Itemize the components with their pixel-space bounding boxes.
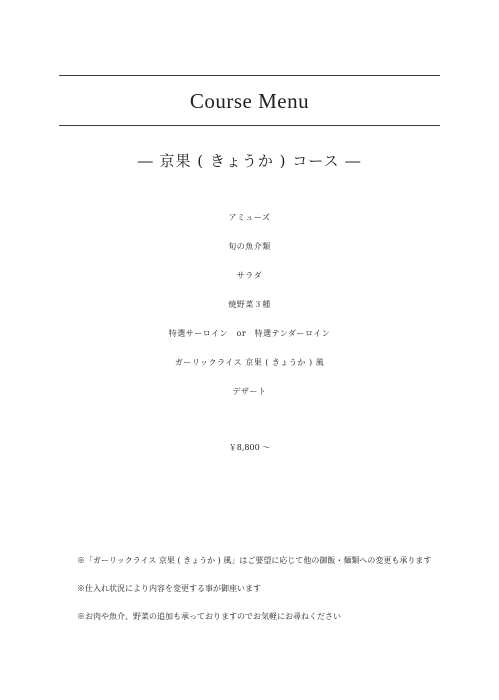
menu-item-salad: サラダ bbox=[236, 271, 263, 280]
menu-item-garlic-rice: ガーリックライス 京果 ( きょうか ) 風 bbox=[174, 358, 325, 367]
title-divider bbox=[59, 125, 440, 126]
notes-list bbox=[77, 553, 477, 637]
note-rice-substitution: ※「ガーリックライス 京果 ( きょうか ) 風」はご要望に応じて他の御飯・麺類への変更も承ります bbox=[77, 556, 432, 565]
note-additional-orders: ※お肉や魚介、野菜の追加も承っておりますのでお気軽にお尋ねください bbox=[77, 612, 341, 621]
menu-item-steak: 特選サーロイン or 特選テンダーロイン bbox=[168, 329, 331, 338]
menu-item-grilled-vegetables: 焼野菜３種 bbox=[228, 300, 271, 309]
menu-item-dessert: デザート bbox=[232, 387, 267, 396]
menu-item-list bbox=[0, 210, 499, 413]
note-menu-change: ※仕入れ状況により内容を変更する事が御座います bbox=[77, 584, 261, 593]
course-name: ― 京果 ( きょうか ) コース ― bbox=[137, 152, 362, 170]
menu-item-seafood: 旬の魚介類 bbox=[228, 242, 271, 251]
page-title: Course Menu bbox=[189, 89, 310, 113]
top-divider bbox=[59, 75, 440, 76]
course-price: ￥8,800 ～ bbox=[228, 443, 271, 452]
menu-item-amuse: アミューズ bbox=[228, 213, 271, 222]
